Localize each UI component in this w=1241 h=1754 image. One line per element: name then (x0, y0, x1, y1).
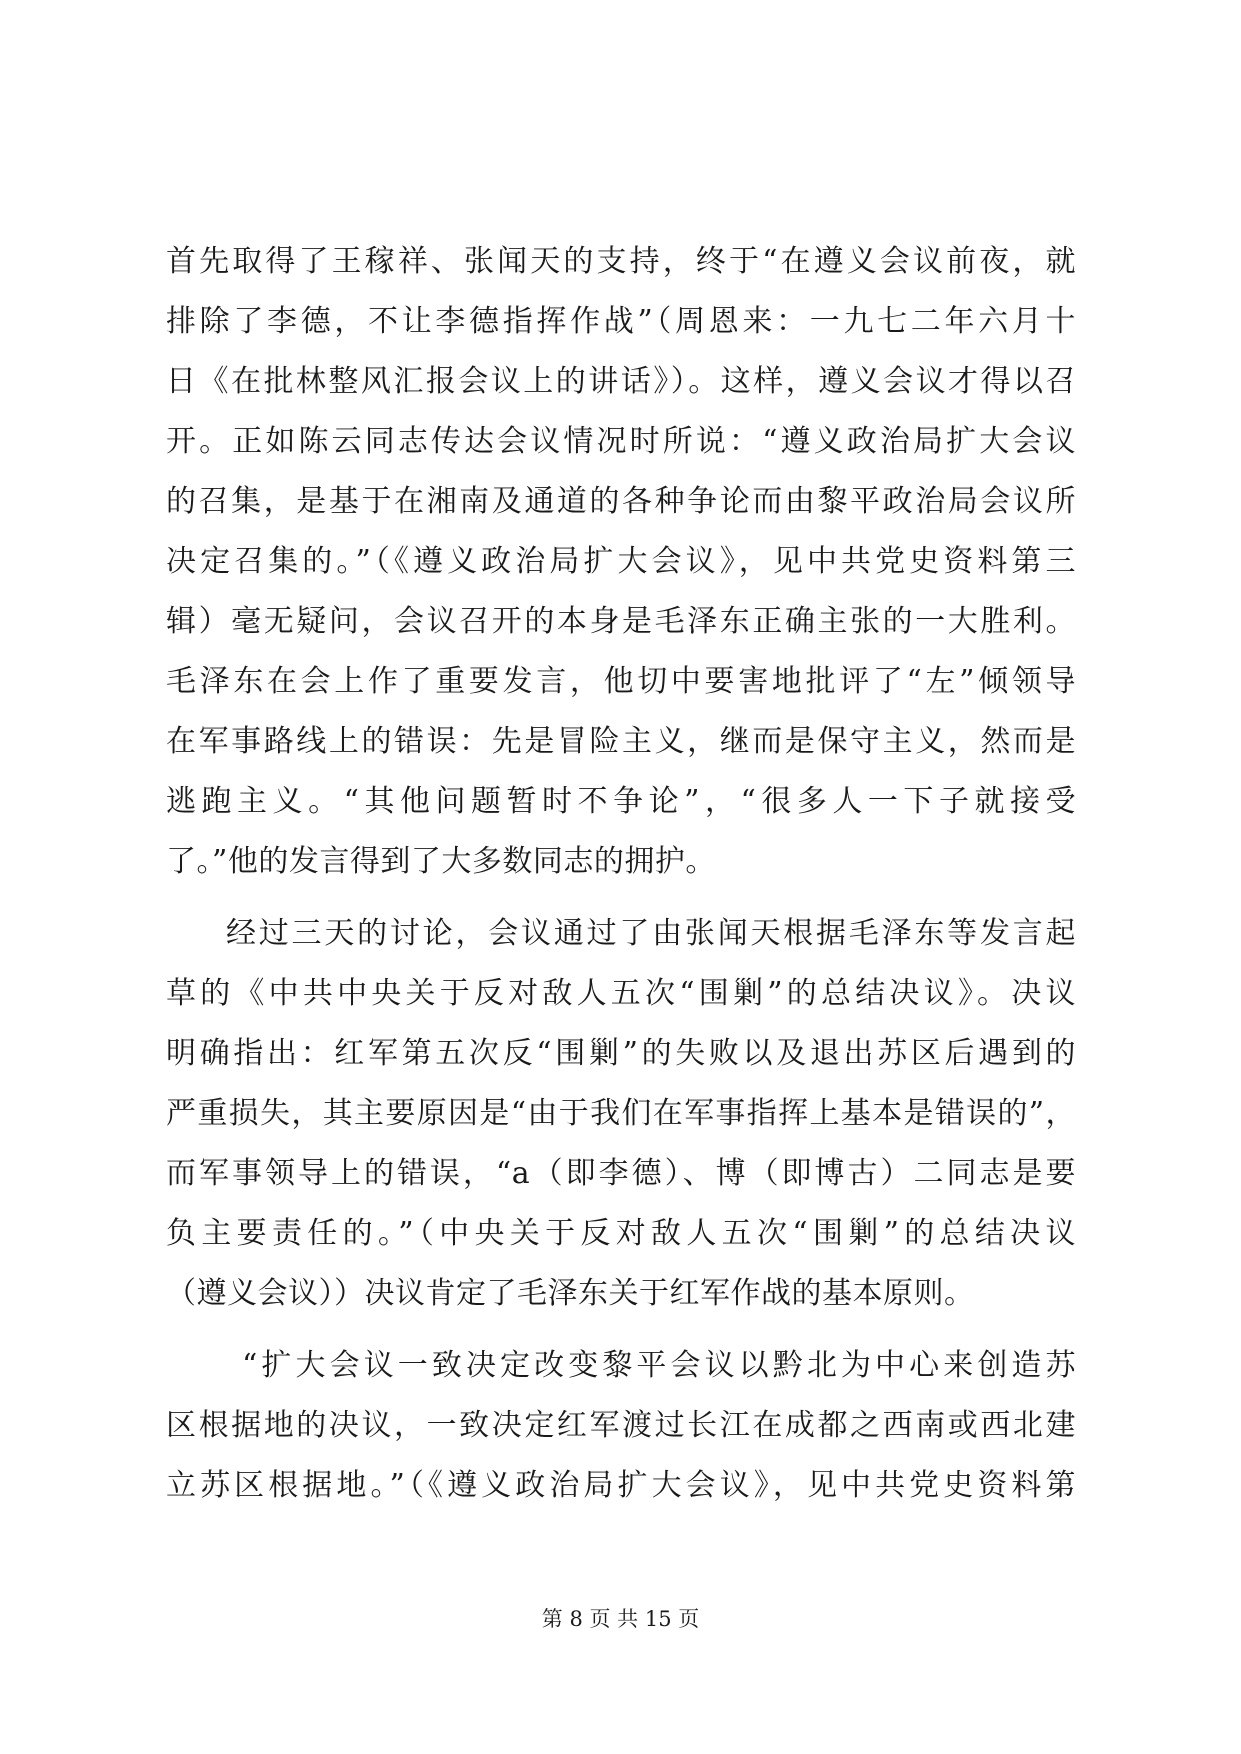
text-line: 辑）毫无疑问，会议召开的本身是毛泽东正确主张的一大胜利。 (166, 604, 1076, 639)
paragraph-2 (166, 904, 1076, 1324)
text-line: （遵义会议））决议肯定了毛泽东关于红军作战的基本原则。 (166, 1276, 975, 1311)
text-line: 负主要责任的。”（中央关于反对敌人五次“围剿”的总结决议 (166, 1216, 1076, 1251)
text-line: 区根据地的决议，一致决定红军渡过长江在成都之西南或西北建 (166, 1408, 1076, 1443)
text-line: 草的《中共中央关于反对敌人五次“围剿”的总结决议》。决议 (166, 976, 1076, 1011)
text-line: 的召集，是基于在湘南及通道的各种争论而由黎平政治局会议所 (166, 484, 1076, 519)
text-line: 毛泽东在会上作了重要发言，他切中要害地批评了“左”倾领导 (166, 664, 1076, 699)
text-line: 在军事路线上的错误：先是冒险主义，继而是保守主义，然而是 (166, 724, 1076, 759)
text-line: 首先取得了王稼祥、张闻天的支持，终于“在遵义会议前夜，就 (166, 244, 1076, 279)
text-line: 立苏区根据地。”（《遵义政治局扩大会议》，见中共党史资料第 (166, 1468, 1076, 1503)
text-line: 严重损失，其主要原因是“由于我们在军事指挥上基本是错误的”， (166, 1096, 1076, 1131)
text-line: 决定召集的。”（《遵义政治局扩大会议》，见中共党史资料第三 (166, 544, 1076, 579)
text-line: 逃跑主义。“其他问题暂时不争论”，“很多人一下子就接受 (166, 784, 1076, 819)
text-line: 而军事领导上的错误，“a（即李德）、博（即博古）二同志是要 (166, 1156, 1076, 1191)
paragraph-3 (166, 1336, 1076, 1516)
paragraph-1 (166, 232, 1076, 892)
text-line: 开。正如陈云同志传达会议情况时所说：“遵义政治局扩大会议 (166, 424, 1076, 459)
text-line: 日《在批林整风汇报会议上的讲话》）。这样，遵义会议才得以召 (166, 364, 1076, 399)
page-number-footer: 第 8 页 共 15 页 (541, 1607, 700, 1631)
text-line: 经过三天的讨论，会议通过了由张闻天根据毛泽东等发言起 (226, 916, 1076, 951)
text-line: 了。”他的发言得到了大多数同志的拥护。 (166, 844, 716, 879)
text-line: 排除了李德，不让李德指挥作战”（周恩来：一九七二年六月十 (166, 304, 1076, 339)
document-body (166, 232, 1076, 1516)
text-line: 明确指出：红军第五次反“围剿”的失败以及退出苏区后遇到的 (166, 1036, 1076, 1071)
text-line: “扩大会议一致决定改变黎平会议以黔北为中心来创造苏 (242, 1348, 1076, 1383)
